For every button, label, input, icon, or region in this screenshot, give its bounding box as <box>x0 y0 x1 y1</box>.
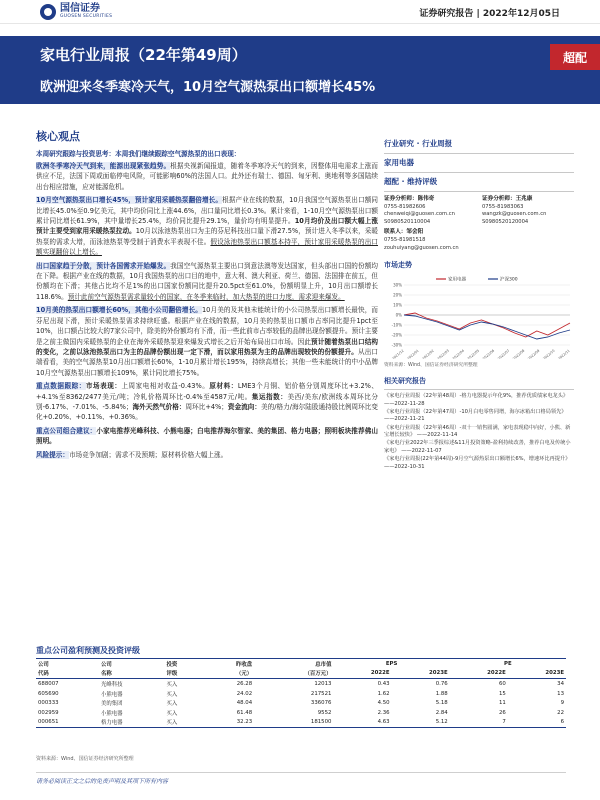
p5-b5: 资金流向： <box>227 402 262 411</box>
paragraph-3 <box>36 261 378 303</box>
table-cell: 买入 <box>166 701 178 708</box>
table-cell: 2.36 <box>377 709 390 716</box>
table-row <box>36 708 566 718</box>
y-tick-label: -30% <box>391 342 402 348</box>
x-tick-label: 2022/04 <box>451 348 466 360</box>
table-row <box>36 679 566 689</box>
table-cell: 5.12 <box>392 718 450 728</box>
y-tick-label: -10% <box>391 322 402 328</box>
footer-disclaimer: 请务必阅读正文之后的免责声明及其项下所有内容 <box>36 772 566 785</box>
trend-chart-svg <box>384 273 574 359</box>
p5-highlight: 重点数据跟踪： <box>36 382 86 391</box>
contact-email[interactable]: zouhuiyang@guosen.com.cn <box>384 244 459 251</box>
p5-b1: 市场表现： <box>85 382 122 391</box>
analyst-card <box>482 196 574 226</box>
table-cell: 605690 <box>38 690 59 697</box>
analyst-cert: S0980520110004 <box>384 218 431 225</box>
p5-b4: 海外天然气价格： <box>132 402 186 411</box>
col-header: 2023E <box>508 669 566 679</box>
p2-highlight: 10月空气源热泵出口增长45%，预计家用采暖热泵翻倍增长。 <box>36 196 223 205</box>
p7-text: 市场竞争加剧；需求不及预期；原材料价格大幅上涨。 <box>68 450 228 459</box>
paragraph-2 <box>36 195 378 257</box>
table-cell: 4.63 <box>333 718 391 728</box>
company-logo <box>40 3 112 21</box>
table-row <box>36 718 566 728</box>
table-cell: 9552 <box>317 709 332 716</box>
table-cell: 217521 <box>310 690 332 697</box>
col-header: 昨收盘 <box>202 659 254 669</box>
col-header: 代码 <box>36 669 99 679</box>
col-header: 公司 <box>36 659 99 669</box>
logo-cn: 国信证券 <box>60 3 100 15</box>
table-cell: 6 <box>508 718 566 728</box>
sidebar-divider <box>384 153 574 154</box>
sidebar-divider <box>384 172 574 173</box>
table-cell: 26.28 <box>236 680 253 687</box>
p1-highlight: 欧洲冬季寒冷天气到来，能源出现紧张趋势。 <box>36 162 171 170</box>
p5-t3: 美西/美东/欧洲线本周环比分别-6.17%、-7.01%、-5.84%； <box>36 392 379 411</box>
market-trend-title: 市场走势 <box>384 261 412 270</box>
related-item[interactable]: 《家电行业周报（22年第46周）-双十一销售圆满，家电表现稳中向好，小熊、新宝增长较快》 ——2022-11-14 <box>384 424 571 439</box>
table-cell: 美的集团 <box>100 701 123 708</box>
x-tick-label: 2022/08 <box>512 348 526 360</box>
x-tick-label: 2022/03 <box>436 348 450 360</box>
table-cell: 002959 <box>38 709 59 716</box>
table-cell: 买入 <box>166 710 178 717</box>
p2-bold: 10月均价及出口额大幅上涨预计主要受到家用采暖热泵拉动。 <box>36 217 378 236</box>
col-header: PE <box>450 659 566 669</box>
col-header: （百万元） <box>254 669 333 679</box>
logo-en: GUOSEN SECURITIES <box>60 14 113 20</box>
p5-t5: 美的/格力/海尔陆股通持股比例周环比变化+0.20%、+0.11%、+0.36%。 <box>36 402 379 422</box>
analyst-cert: S0980520120004 <box>482 218 529 225</box>
table-cell: 买入 <box>165 718 203 728</box>
p7-highlight: 风险提示： <box>36 450 69 459</box>
contact-card <box>384 229 574 252</box>
col-header: 评级 <box>165 669 203 679</box>
col-header: 公司 <box>99 659 165 669</box>
related-item[interactable]: 《家电行业周报（22年第48周）-格力电器提示年化9%，推荐优质绩家电龙头》 ——2022-11-28 <box>384 393 569 407</box>
p4-text2: 从出口端看看，美的空气源热泵10月出口额增长60%，1-10月累计增长195%，持续高增长；其他一些未能统计的中小品牌10月空气源热泵出口额增长109%，累计同比增长75%。 <box>36 347 379 377</box>
core-intro: 本周研究跟踪与投资思考：本周我们继续跟踪空气源热泵的出口表现： <box>36 150 241 158</box>
related-item[interactable]: 《家电行业2022年三季报综述&11月投资策略-盈利持续改善，推荐白电及传统小家电》 ——2022-11-07 <box>384 440 571 454</box>
p3-underline: 预计此前空气源热泵需求量较小的国家，在冬季来临时，加大热泵的进口力度，需求迎来爆发。 <box>67 292 345 301</box>
logo-icon <box>40 4 56 20</box>
paragraph-1 <box>36 161 378 192</box>
analyst-email[interactable]: chenweiqi@guosen.com.cn <box>384 211 455 218</box>
table-row <box>36 689 566 699</box>
table-cell: 181500 <box>254 718 333 728</box>
paragraph-6 <box>36 426 378 447</box>
related-list <box>384 393 574 471</box>
table-cell: 34 <box>557 680 564 687</box>
p4-bold: 预计随着热泵出口结构的变化，之前以泳池热泵出口为主的品牌份额出现一定下滑，而以家用热泵为主的品牌出现较快的份额提升。 <box>36 337 378 356</box>
p2-text: 根据产业在线的数据，10月我国空气源热泵出口额同比增长45.0%至0.9亿美元，其中均价同比上涨44.6%，出口量同比增长0.3%。累计来看，1-10月空气源热泵出口额累计同比增长61.9%，其中量增长25.4%，均价同比提升29.1%，量价均有明显提升。 <box>36 196 378 226</box>
legend-label: 家用电器 <box>448 277 466 283</box>
x-tick-label: 2022/11 <box>557 348 571 360</box>
table-cell: 61.48 <box>236 709 253 716</box>
p4-highlight: 10月美的热泵出口额增长60%，其他小公司翻倍增长。 <box>36 306 202 315</box>
analyst-name: 证券分析师：王兆康 <box>482 196 533 202</box>
col-header: 名称 <box>99 669 165 679</box>
sidebar-divider <box>384 191 574 192</box>
table-cell: 光峰科技 <box>100 681 123 688</box>
contact-name: 联系人：邹会阳 <box>384 229 424 236</box>
table-cell: 4.50 <box>377 700 390 707</box>
related-title: 相关研究报告 <box>384 377 426 386</box>
table-cell: 9 <box>560 700 564 707</box>
table-cell: 000333 <box>38 700 59 707</box>
chart-source: 资料来源：Wind、国信证券经济研究所整理 <box>384 363 478 369</box>
p5-b3: 集运指数： <box>251 392 288 401</box>
table-source: 资料来源：Wind、国信证券经济研究所整理 <box>36 756 134 762</box>
p5-b2: 原材料： <box>209 382 238 391</box>
x-tick-label: 2022/06 <box>481 348 496 360</box>
p6-highlight: 重点公司组合建议： <box>36 426 97 435</box>
table-cell: 60 <box>498 680 506 687</box>
p6-text: 小家电推荐光峰科技、小熊电器；白电推荐海尔智家、美的集团、格力电器；照明板块推荐佛山照明。 <box>36 426 379 446</box>
sidebar <box>384 138 574 472</box>
legend-label: 沪深300 <box>500 277 518 283</box>
col-header: （元） <box>202 669 254 679</box>
sidebar-rating: 超配 · 维持评级 <box>384 177 438 186</box>
table-cell: 24.02 <box>236 690 253 697</box>
x-tick-label: 2022/09 <box>527 348 541 360</box>
y-tick-label: -20% <box>391 332 402 338</box>
market-trend-chart <box>384 273 574 359</box>
y-tick-label: 20% <box>393 292 402 298</box>
x-tick-label: 2021/12 <box>391 348 405 360</box>
col-header: 投资 <box>165 659 203 669</box>
table-cell: 688007 <box>38 680 59 687</box>
related-item[interactable]: 《家电行业周报（22年第47周）-10月白电零售同增，海尔冰箱出口格局领先》 ——2022-11-21 <box>384 408 567 423</box>
core-viewpoints <box>36 128 378 463</box>
table-cell: 12013 <box>314 680 332 687</box>
table-cell: 7 <box>450 718 508 728</box>
p2-text2: 10月以泳池热泵出口为主的芬尼科技出口量下滑27.5%，预计进入冬季以来，采暖热泵的需求大增，而泳池热泵等受制于消费水平表现不佳。 <box>36 227 378 246</box>
table-row <box>36 698 566 708</box>
y-tick-label: 30% <box>393 282 402 288</box>
table-header-row <box>36 659 566 669</box>
col-header: 2023E <box>392 669 450 679</box>
table-title: 重点公司盈利预测及投资评级 <box>36 646 140 655</box>
analyst-phone: 0755-81982606 <box>384 203 426 210</box>
p3-highlight: 出口国家趋于分散，预计各国需求开始爆发。 <box>36 261 171 270</box>
p5-t1: 上周家电相对收益-0.43%。 <box>121 382 210 391</box>
table-cell: 48.04 <box>236 700 253 707</box>
sidebar-divider <box>384 389 574 390</box>
p5-t2: LME3个月铜、铝价格分别周度环比+3.2%、+4.1%至8362/2477美元/吨；冷轧价格周环比-0.4%至4587元/吨。 <box>36 382 379 401</box>
table-cell: 15 <box>498 690 506 697</box>
report-type: 证券研究报告 | 2022年12月05日 <box>419 9 560 19</box>
core-title: 核心观点 <box>36 130 80 143</box>
p3-text: 我国空气源热泵主要出口到意法澳等发达国家，但头部出口国的份额均在下降。根据产业在线的数据，10月我国热泵的出口目的地中，意大利、澳大利亚、荷兰、德国、法国排在前五，但份额均在下滑；其他占比均不足1%的出口国家份额同比提升20.5pct至61.0%，份额明显上升，10月出口额增长118.6%。 <box>36 261 379 301</box>
col-header: 2022E <box>333 669 391 679</box>
table-cell: 2.84 <box>435 709 448 716</box>
y-tick-label: 10% <box>393 302 402 308</box>
analyst-name: 证券分析师：陈伟奇 <box>384 196 435 202</box>
table-cell: 22 <box>557 709 564 716</box>
report-subtitle: 欧洲迎来冬季寒冷天气，10月空气源热泵出口额增长45% <box>40 80 376 95</box>
table-cell: 1.62 <box>377 690 390 697</box>
table-cell: 26 <box>498 709 506 716</box>
table-cell: 5.18 <box>435 700 448 707</box>
col-header: EPS <box>333 659 449 669</box>
analyst-card <box>384 196 476 226</box>
table-cell: 买入 <box>166 691 178 698</box>
paragraph-5 <box>36 381 378 423</box>
table-cell: 11 <box>498 700 506 707</box>
p1-text: 根据央视新闻报道，随着冬季寒冷天气的到来，因整体用电需求上涨而供应不足，法国下周或面临停电风险，可能影响60%的法国人口。此外还有瑞士、德国、匈牙利、奥地利等多国陆续出台相应措施，应对能源危机。 <box>36 162 379 191</box>
p5-t4: 周环比+4%； <box>185 402 228 411</box>
col-header: 总市值 <box>254 659 333 669</box>
sidebar-category: 行业研究 · 行业周报 <box>384 139 453 148</box>
table-cell: 000651 <box>36 718 99 728</box>
table-cell: 0.43 <box>377 680 390 687</box>
table-cell: 格力电器 <box>99 718 165 728</box>
table-cell: 小熊电器 <box>100 691 123 698</box>
x-tick-label: 2022/01 <box>406 348 420 360</box>
table-cell: 336076 <box>310 700 332 707</box>
table-cell: 13 <box>557 690 564 697</box>
p2-underline: 假设泳池热泵出口额基本持平，预计家用采暖热泵的出口额实现翻倍以上增长。 <box>36 237 379 257</box>
sidebar-industry: 家用电器 <box>384 158 414 167</box>
table-cell: 32.23 <box>202 718 254 728</box>
report-title: 家电行业周报（22年第49周） <box>40 46 247 64</box>
x-tick-label: 2022/07 <box>496 348 511 360</box>
p4-text: 10月美的及其他未能统计的小公司热泵出口额增长最快，而芬尼出现下滑，预计采暖热泵需求持续旺盛。根据产业在线的数据，10月美的热泵出口额市占率同比提升1pct至10%，出口额占比较大的7家公司中，除美的外份额均有下滑，而一些此前市占率较低的品牌出现份额提升。预计主要是之前主做国内采暖热泵的企业在海外采暖热泵迎来爆发式增长之后开始布局出口市场。因此 <box>36 306 378 346</box>
paragraph-7 <box>36 450 378 460</box>
table-cell: 0.76 <box>435 680 448 687</box>
rating-tag: 超配 <box>550 44 600 70</box>
col-header: 2022E <box>450 669 508 679</box>
analyst-list <box>384 196 574 226</box>
y-tick-label: 0% <box>395 312 402 318</box>
x-tick-label: 2022/05 <box>466 348 481 360</box>
analyst-email[interactable]: wangzk@guosen.com.cn <box>482 211 547 218</box>
related-item[interactable]: 《家电行业周报(22年第44周)-9月空气源热泵出口额增长6%，增速环比再提升》 ——2022-10-31 <box>384 455 571 470</box>
paragraph-4 <box>36 305 378 378</box>
table-cell: 1.88 <box>435 690 448 697</box>
top-bar <box>0 0 600 24</box>
x-tick-label: 2022/10 <box>542 348 556 360</box>
table-header-row <box>36 669 566 679</box>
table-cell: 小熊电器 <box>100 710 123 717</box>
stock-table <box>36 658 566 728</box>
analyst-phone: 0755-81983063 <box>482 203 524 210</box>
x-tick-label: 2022/02 <box>421 348 435 360</box>
contact-phone: 0755-81981518 <box>384 236 426 243</box>
table-cell: 买入 <box>166 681 178 688</box>
